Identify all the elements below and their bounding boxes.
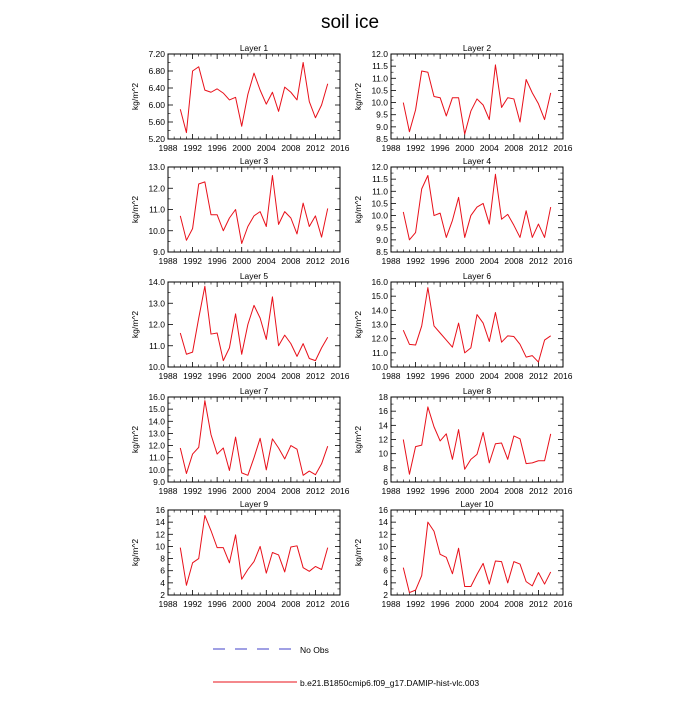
y-axis-label: kg/m^2 [130,195,140,224]
x-tick-label: 2004 [256,599,276,609]
x-tick-label: 2012 [528,256,548,266]
y-tick-label: 11.5 [372,174,388,185]
y-tick-label: 6 [383,477,388,487]
x-tick-label: 1996 [207,143,227,153]
panel-title: Layer 4 [462,156,492,166]
x-tick-label: 1988 [381,599,401,609]
x-tick-label: 1988 [381,143,401,153]
x-tick-label: 2008 [281,599,301,609]
y-tick-label: 10.0 [371,210,388,221]
x-tick-label: 1992 [183,371,203,381]
y-tick-label: 8.5 [376,134,388,144]
y-axis-label: kg/m^2 [130,425,140,454]
y-tick-label: 12.0 [371,162,388,172]
x-tick-label: 1996 [430,371,450,381]
y-tick-label: 16 [155,505,165,515]
y-tick-label: 11.0 [149,340,165,351]
series-line [403,174,550,240]
plot-frame [168,397,340,482]
y-tick-label: 12 [155,529,165,540]
y-axis-label: kg/m^2 [353,425,363,454]
x-tick-label: 2000 [455,371,475,381]
x-tick-label: 1988 [158,599,178,609]
x-tick-label: 2012 [528,486,548,496]
x-tick-label: 2000 [232,599,252,609]
y-tick-label: 12 [378,529,388,540]
x-tick-label: 2008 [504,371,524,381]
panel-title: Layer 6 [462,271,492,281]
y-tick-label: 11.0 [372,186,388,197]
y-axis-label: kg/m^2 [130,538,140,567]
panel-title: Layer 10 [460,499,494,509]
x-tick-label: 1996 [207,256,227,266]
panel-title: Layer 8 [462,386,492,396]
y-tick-label: 10.0 [371,362,388,372]
y-tick-label: 6 [383,565,388,576]
y-tick-label: 9.0 [376,234,388,245]
y-tick-label: 9.0 [376,121,388,132]
y-tick-label: 9.5 [376,109,388,120]
series-line [403,407,550,474]
y-tick-label: 6.00 [148,100,165,110]
panel-title: Layer 7 [239,386,269,396]
x-tick-label: 2000 [232,143,252,153]
series-line [403,522,550,592]
x-tick-label: 2016 [553,599,573,609]
y-tick-label: 14 [378,420,388,431]
y-tick-label: 12 [378,434,388,445]
x-tick-label: 2004 [479,599,499,609]
y-tick-label: 6.80 [148,66,165,76]
y-axis-label: kg/m^2 [353,538,363,567]
y-tick-label: 10.0 [371,97,388,108]
panel-title: Layer 5 [239,271,269,281]
x-tick-label: 2008 [281,256,301,266]
x-tick-label: 2000 [455,256,475,266]
x-tick-label: 2004 [256,371,276,381]
y-tick-label: 14 [155,517,165,528]
legend [213,645,479,688]
x-tick-label: 2016 [330,486,350,496]
y-tick-label: 10.0 [148,362,165,372]
y-tick-label: 8 [160,553,165,564]
x-tick-label: 2016 [330,371,350,381]
panel-grid [130,43,573,609]
x-tick-label: 2012 [528,599,548,609]
x-tick-label: 2004 [479,486,499,496]
x-tick-label: 2004 [256,143,276,153]
y-tick-label: 16 [378,505,388,515]
x-tick-label: 2008 [504,486,524,496]
x-tick-label: 2008 [504,143,524,153]
x-tick-label: 2012 [305,256,325,266]
panel-title: Layer 1 [239,43,269,53]
y-tick-label: 4 [160,577,165,588]
x-tick-label: 1992 [183,486,203,496]
plot-frame [168,282,340,367]
panel-layer-9 [130,499,350,609]
plot-frame [168,54,340,139]
x-tick-label: 1992 [406,143,426,153]
x-tick-label: 1992 [406,486,426,496]
y-tick-label: 14.0 [148,277,165,287]
y-tick-label: 11.5 [372,61,388,72]
x-tick-label: 2008 [281,371,301,381]
x-tick-label: 1996 [430,256,450,266]
plot-frame [168,167,340,252]
x-tick-label: 2016 [553,143,573,153]
x-tick-label: 1996 [207,599,227,609]
y-tick-label: 2 [383,590,388,600]
y-tick-label: 10 [378,448,388,459]
x-tick-label: 1988 [381,486,401,496]
y-tick-label: 6 [160,565,165,576]
x-tick-label: 1988 [381,371,401,381]
x-tick-label: 1992 [406,599,426,609]
series-line [403,65,550,134]
plot-frame [391,54,563,139]
y-tick-label: 18 [378,392,388,402]
x-tick-label: 2008 [504,599,524,609]
y-tick-label: 9.5 [376,222,388,233]
y-tick-label: 10.5 [371,198,388,209]
y-tick-label: 5.60 [148,117,165,127]
y-tick-label: 8 [383,553,388,564]
x-tick-label: 1996 [430,486,450,496]
y-tick-label: 9.0 [153,247,165,257]
y-tick-label: 8 [383,462,388,473]
x-tick-label: 2000 [232,371,252,381]
x-tick-label: 1992 [406,256,426,266]
y-axis-label: kg/m^2 [130,82,140,111]
panel-layer-3 [130,156,350,266]
y-tick-label: 13.0 [148,162,165,172]
y-tick-label: 13.0 [148,428,165,439]
legend-model-label: b.e21.B1850cmip6.f09_g17.DAMIP-hist-vlc.003 [300,678,480,688]
series-line [180,176,327,244]
panel-layer-4 [353,156,573,266]
y-axis-label: kg/m^2 [130,310,140,339]
y-tick-label: 11.0 [149,452,165,463]
x-tick-label: 1996 [207,486,227,496]
panel-layer-2 [353,43,573,153]
x-tick-label: 1988 [158,486,178,496]
x-tick-label: 2004 [479,371,499,381]
plot-frame [391,510,563,595]
x-tick-label: 2000 [455,599,475,609]
y-tick-label: 11.0 [372,347,388,358]
y-tick-label: 13.0 [371,319,388,330]
series-line [180,515,327,585]
x-tick-label: 1992 [183,256,203,266]
y-tick-label: 12.0 [371,333,388,344]
x-tick-label: 2016 [553,256,573,266]
y-axis-label: kg/m^2 [353,310,363,339]
series-line [180,401,327,476]
y-tick-label: 12.0 [148,440,165,451]
x-tick-label: 2012 [305,599,325,609]
x-tick-label: 2004 [479,143,499,153]
panel-title: Layer 2 [462,43,492,53]
y-tick-label: 10 [155,541,165,552]
y-tick-label: 10.0 [148,464,165,475]
y-tick-label: 7.20 [148,49,165,59]
y-tick-label: 9.0 [153,477,165,487]
y-tick-label: 5.20 [148,134,165,144]
y-tick-label: 13.0 [148,298,165,309]
x-tick-label: 1996 [430,599,450,609]
x-tick-label: 2012 [305,486,325,496]
x-tick-label: 1996 [430,143,450,153]
series-line [180,286,327,360]
x-tick-label: 1988 [158,143,178,153]
x-tick-label: 2004 [256,256,276,266]
y-axis-label: kg/m^2 [353,82,363,111]
y-tick-label: 10 [378,541,388,552]
y-tick-label: 14 [378,517,388,528]
x-tick-label: 2000 [455,143,475,153]
y-tick-label: 16.0 [371,277,388,287]
y-tick-label: 12.0 [148,183,165,194]
y-tick-label: 16 [378,406,388,417]
panel-layer-5 [130,271,350,381]
x-tick-label: 2016 [330,143,350,153]
panel-layer-7 [130,386,350,496]
plot-frame [391,282,563,367]
x-tick-label: 2004 [479,256,499,266]
series-line [180,63,327,133]
x-tick-label: 2000 [232,256,252,266]
y-axis-label: kg/m^2 [353,195,363,224]
panel-title: Layer 3 [239,156,269,166]
panel-layer-8 [353,386,573,496]
y-tick-label: 14.0 [371,305,388,316]
plot-frame [168,510,340,595]
x-tick-label: 1988 [158,256,178,266]
y-tick-label: 11.0 [149,204,165,215]
y-tick-label: 10.5 [371,85,388,96]
legend-obs-label: No Obs [300,645,329,655]
x-tick-label: 2008 [504,256,524,266]
y-tick-label: 14.0 [148,416,165,427]
y-tick-label: 6.40 [148,83,165,93]
x-tick-label: 2016 [330,256,350,266]
y-tick-label: 12.0 [148,319,165,330]
x-tick-label: 1992 [406,371,426,381]
y-tick-label: 10.0 [148,225,165,236]
x-tick-label: 2016 [553,486,573,496]
x-tick-label: 1992 [183,599,203,609]
x-tick-label: 1988 [381,256,401,266]
x-tick-label: 2012 [305,143,325,153]
y-tick-label: 4 [383,577,388,588]
plot-frame [391,167,563,252]
x-tick-label: 2008 [281,143,301,153]
y-tick-label: 16.0 [148,392,165,402]
figure-title: soil ice [320,12,380,33]
y-tick-label: 8.5 [376,247,388,257]
x-tick-label: 2016 [330,599,350,609]
series-line [403,288,550,362]
x-tick-label: 2012 [305,371,325,381]
x-tick-label: 2000 [232,486,252,496]
panel-layer-10 [353,499,573,609]
x-tick-label: 2016 [553,371,573,381]
x-tick-label: 2012 [528,143,548,153]
y-tick-label: 11.0 [372,73,388,84]
x-tick-label: 2000 [455,486,475,496]
x-tick-label: 1988 [158,371,178,381]
y-tick-label: 12.0 [371,49,388,59]
panel-layer-6 [353,271,573,381]
x-tick-label: 2012 [528,371,548,381]
y-tick-label: 2 [160,590,165,600]
panel-layer-1 [130,43,350,153]
y-tick-label: 15.0 [371,291,388,302]
x-tick-label: 1992 [183,143,203,153]
plot-frame [391,397,563,482]
x-tick-label: 1996 [207,371,227,381]
x-tick-label: 2008 [281,486,301,496]
panel-title: Layer 9 [239,499,269,509]
y-tick-label: 15.0 [148,404,165,415]
x-tick-label: 2004 [256,486,276,496]
